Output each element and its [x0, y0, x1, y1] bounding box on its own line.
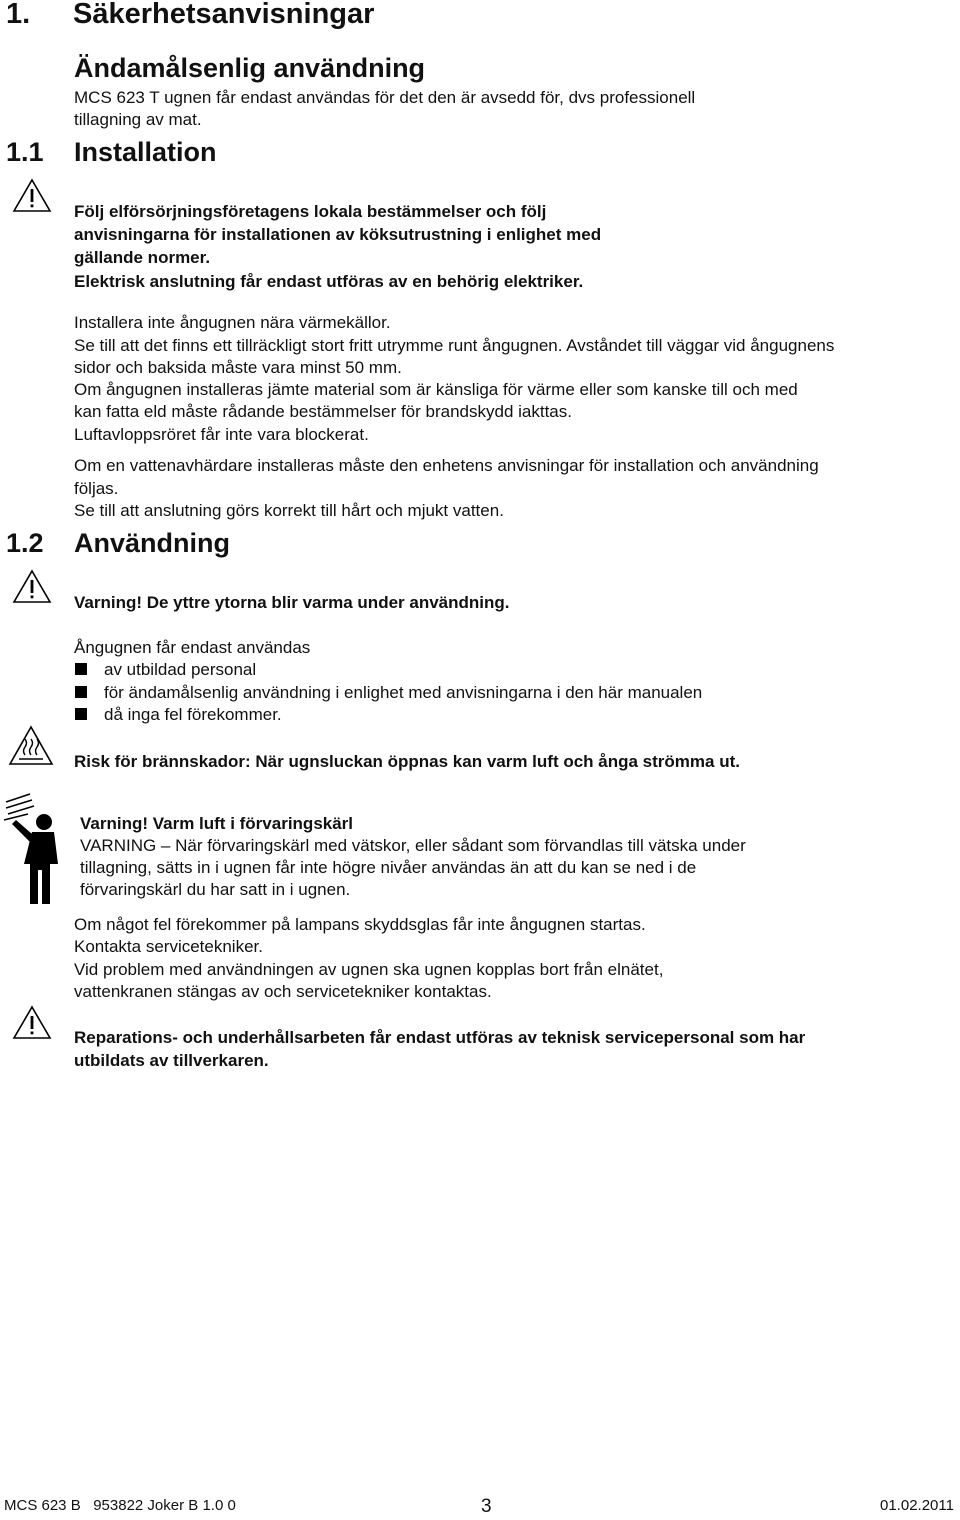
warning-triangle-icon [12, 178, 52, 214]
repair-warning-line: Reparations- och underhållsarbeten får endast utföras av teknisk servicepersonal som har [74, 1028, 806, 1047]
installation-title: Installation [74, 137, 217, 167]
burn-risk-warning: Risk för brännskador: När ugnsluckan öppnas kan varm luft och ånga strömma ut. [74, 752, 740, 771]
intended-use-title: Ändamålsenlig användning [74, 53, 426, 83]
installation-bold-line: Elektrisk anslutning får endast utföras av en behörig elektriker. [74, 272, 584, 291]
usage-warning: Varning! De yttre ytorna blir varma under användning. [74, 593, 510, 612]
usage-bullet-item: då inga fel förekommer. [104, 705, 282, 724]
usage-bullet-item: för ändamålsenlig användning i enlighet med anvisningarna i den här manualen [104, 683, 703, 702]
installation-line: kan fatta eld måste rådande bestämmelser för brandskydd iakttas. [74, 402, 572, 421]
installation-line: Se till att anslutning görs korrekt till hårt och mjukt vatten. [74, 501, 504, 520]
installation-bold-line: anvisningarna för installationen av köksutrustning i enlighet med [74, 225, 602, 244]
container-warning-line: VARNING – När förvaringskärl med vätskor, eller sådant som förvandlas till vätska under [80, 836, 746, 855]
bullet-square [75, 708, 87, 720]
usage-title: Användning [74, 528, 230, 558]
container-warning-title: Varning! Varm luft i förvaringskärl [80, 814, 354, 833]
installation-line: Installera inte ångugnen nära värmekällor. [74, 313, 391, 332]
person-hot-air-icon [2, 792, 72, 910]
installation-line: Se till att det finns ett tillräckligt stort fritt utrymme runt ångugnen. Avståndet till väggar vid ångugnens [74, 336, 835, 355]
footer-date: 01.02.2011 [880, 1497, 954, 1514]
fault-line: Vid problem med användningen av ugnen ska ugnen kopplas bort från elnätet, [74, 960, 664, 979]
installation-line: Om en vattenavhärdare installeras måste den enhetens anvisningar för installation och användning [74, 456, 819, 475]
usage-bullet-item: av utbildad personal [104, 660, 257, 679]
container-warning-line: förvaringskärl du har satt in i ugnen. [80, 880, 351, 899]
installation-bold-line: Följ elförsörjningsföretagens lokala bestämmelser och följ [74, 202, 547, 221]
hot-surface-icon [8, 725, 54, 767]
installation-line: Luftavloppsröret får inte vara blockerat. [74, 425, 369, 444]
bullet-square [75, 663, 87, 675]
fault-line: vattenkranen stängas av och servicetekniker kontaktas. [74, 982, 492, 1001]
warning-triangle-icon [12, 1005, 52, 1041]
installation-line: Om ångugnen installeras jämte material som är känsliga för värme eller som kanske till och med [74, 380, 798, 399]
section-title: Säkerhetsanvisningar [73, 0, 375, 30]
usage-number: 1.2 [6, 528, 44, 558]
intended-use-line: tillagning av mat. [74, 110, 202, 129]
section-number: 1. [6, 0, 31, 30]
usage-intro: Ångugnen får endast användas [74, 638, 311, 657]
fault-line: Kontakta servicetekniker. [74, 937, 263, 956]
fault-line: Om något fel förekommer på lampans skyddsglas får inte ångugnen startas. [74, 915, 646, 934]
intended-use-line: MCS 623 T ugnen får endast användas för det den är avsedd för, dvs professionell [74, 88, 696, 107]
installation-line: följas. [74, 479, 119, 498]
repair-warning-line: utbildats av tillverkaren. [74, 1051, 269, 1070]
container-warning-line: tillagning, sätts in i ugnen får inte högre nivåer användas än att du kan se ned i de [80, 858, 697, 877]
footer-doc-id: MCS 623 B 953822 Joker B 1.0 0 [4, 1497, 236, 1514]
footer-page-number: 3 [481, 1496, 492, 1517]
warning-triangle-icon [12, 569, 52, 605]
installation-number: 1.1 [6, 137, 44, 167]
bullet-square [75, 686, 87, 698]
installation-line: sidor och baksida måste vara minst 50 mm. [74, 358, 402, 377]
installation-bold-line: gällande normer. [74, 248, 211, 267]
